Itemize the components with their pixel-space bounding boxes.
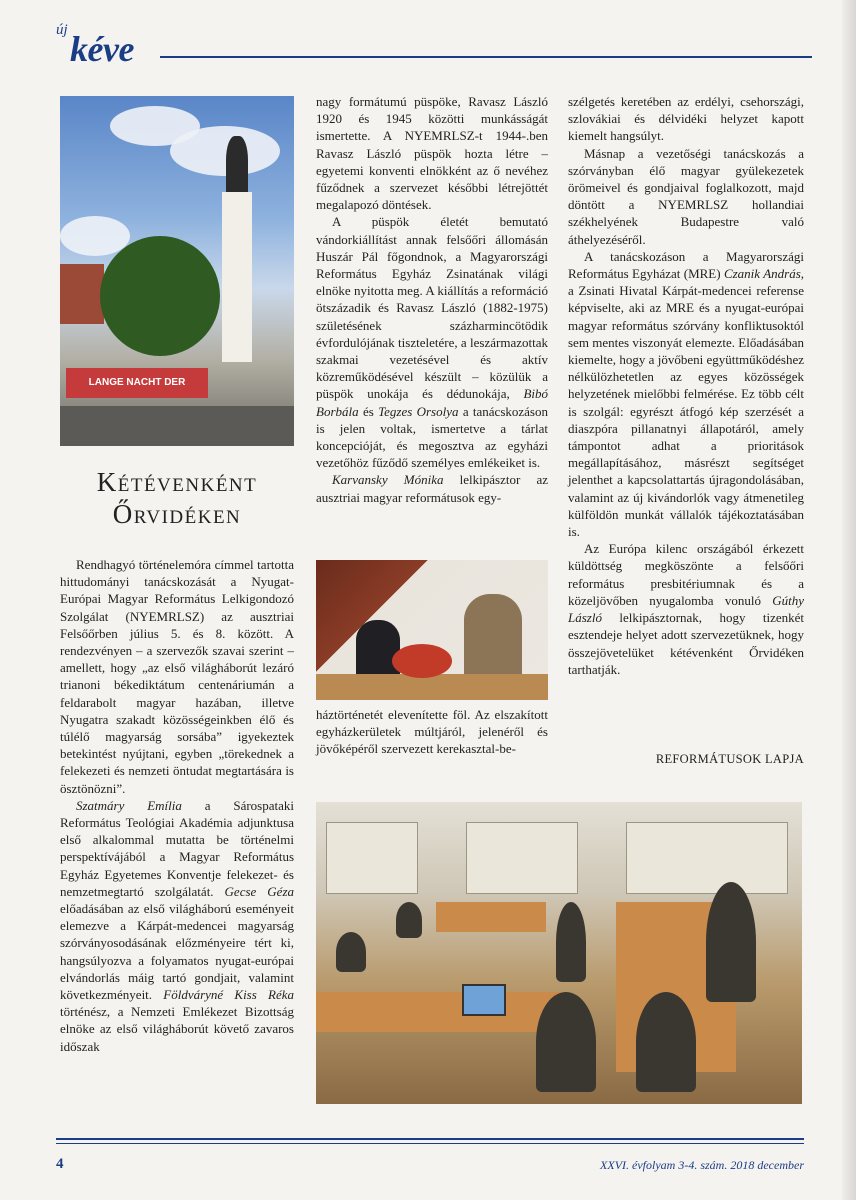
paragraph-text: a Sárospataki Református Teológiai Akadémia adjunktusa első alkalommal mutatta be történelmi perspektívájából a Magyar Református Egyház Egyetemes Konventje felekezet- és nemzetmegtartó szolgálatát. bbox=[60, 797, 295, 899]
page-number: 4 bbox=[56, 1156, 64, 1172]
person-name: Gecse Géza bbox=[224, 883, 295, 899]
issue-info: XXVI. évfolyam 3-4. szám. 2018 december bbox=[600, 1158, 804, 1172]
paragraph: Másnap a vezetőségi tanácskozás a szórványban élő magyar gyülekezetek örömeivel és gondjaival foglalkozott, majd döntött a NYEMRLSZ hollandiai székhelyének Budapestre való áthelyezéséről. bbox=[568, 145, 804, 247]
footer-rule bbox=[56, 1138, 804, 1140]
logo-small: új bbox=[56, 22, 68, 38]
source-credit: REFORMÁTUSOK LAPJA bbox=[655, 752, 804, 766]
paragraph bbox=[568, 248, 804, 540]
person-name: Szatmáry Emília bbox=[76, 797, 182, 813]
person-name: Földváryné Kiss Réka bbox=[163, 987, 294, 1003]
church-banner: LANGE NACHT DER bbox=[66, 368, 208, 398]
paragraph: Rendhagyó történelemóra címmel tartotta hittudományi tanácskozását a Nyugat-Európai Magyar Református Lelkigondozó Szolgálat (NYEMRLSZ) az ausztriai Felsőőrben július 5. és 8. között. A rendezvényen – a szervezők szavai szerint – amellett, hogy „az első világháborút lezáró trianoni békediktátum centenáriumán a feldarabolt magyar hazában, illetve Nyugatra szakadt közösségeinkben élő és túlélő magyarság sorsába” igyekeztek betekintést nyújtani, egyben „törekednek a felekezeti és nemzeti öntudat megtartására is ösztönözni”. bbox=[60, 557, 294, 796]
footer-rule bbox=[56, 1143, 804, 1144]
paragraph-text: A tanácskozáson a Magyarországi Református Egyházat (MRE) bbox=[568, 248, 804, 282]
page-edge bbox=[842, 0, 856, 1200]
person-name: Karvansky Mónika bbox=[332, 472, 444, 488]
person-name: Tegzes Orsolya bbox=[378, 403, 459, 419]
paragraph-text: , a Zsinati Hivatal Kárpát-medencei referense képviselte, aki az MRE és a nyugat-európai magyar református szórvány konfliktusoktól sem mentes viszonyát elemezte. Előadásában kiemelte, hogy a jövőbeni együttműködéshez nélkülözhetetlen az egyes közösségek helyzetének mielőbbi felmérése. Ez több célt is szolgál: egyrészt átfogó kép szerzését a diaszpóra pillanatnyi állapotáról, amely támpontot adhat a prioritások megállapításához, másrészt segítséget jelenthet a kapcsolattartás újragondolásában, valamint az új kivándorlók vagy átmenetileg külföldön munkát vállalók tájékoztatásában is. bbox=[568, 266, 805, 540]
paragraph bbox=[568, 540, 804, 678]
paragraph: szélgetés keretében az erdélyi, csehországi, szlovákiai és délvidéki helyzet kapott kiemelt hangsúlyt. bbox=[568, 94, 804, 144]
paragraph-text: lelkipásztor az ausztriai magyar reformátusok egy- bbox=[316, 472, 549, 505]
title-line-2: Őrvidéken bbox=[112, 499, 242, 529]
text-column-2-bottom bbox=[316, 706, 548, 758]
logo-main: kéve bbox=[70, 29, 134, 69]
text-column-2-top bbox=[316, 93, 548, 506]
header-rule bbox=[160, 56, 812, 58]
paragraph-text: történész, a Nemzeti Emlékezet Bizottság elnöke az első világháborút követő zavaros időszak bbox=[60, 1004, 294, 1054]
paragraph-text: lelkipásztornak, hogy tizenkét esztendeje helyet adott szervezetüknek, hogy összejövetelüket kétévenként Őrvidéken tarthatják. bbox=[568, 610, 804, 677]
paragraph-text: A püspök életét bemutató vándorkiállítást annak felsőőri állomásán Huszár Pál főgondnok, a Magyarországi Református Egyház Zsinatának világi elnöke nyitotta meg. A kiállítás a reformáció ötszázadik és Ravasz László (1882-1975) születésének százharmincötödik évfordulójának tiszteletére, a leszármazottak szakmai vezetésével és aktív közreműködésével készült – közülük a püspök unokája és dédunokája, bbox=[316, 214, 548, 402]
text-column-1 bbox=[60, 556, 294, 1055]
meeting-photo bbox=[316, 802, 802, 1104]
title-line-1: Kétévenként bbox=[96, 467, 258, 497]
paragraph: háztörténetét elevenítette föl. Az elszakított egyházkerületek múltjáról, jelenéről és jövőképéről szervezett kerekasztal-be- bbox=[316, 707, 548, 757]
paragraph bbox=[316, 471, 548, 505]
masthead bbox=[56, 18, 816, 68]
speaker-photo bbox=[316, 560, 548, 700]
paragraph bbox=[316, 213, 548, 471]
paragraph-text: Az Európa kilenc országából érkezett küldöttség megköszönte a felsőőri református presbitériumnak és a közeljövőben nyugalomba vonuló bbox=[568, 541, 804, 608]
person-name: Czanik András bbox=[723, 266, 801, 282]
text-column-3 bbox=[568, 93, 804, 678]
article-title bbox=[60, 466, 294, 530]
paragraph bbox=[60, 797, 294, 1055]
paragraph-text: előadásában az első világháború eseményeit elemezve a Kárpát-medencei magyarság szórványosodásának előzményeire tért ki, hangsúlyozva a folyamatos nyugat-európai elvándorlás máig tartó gondjait, valamint következményeit. bbox=[60, 901, 294, 1003]
person-name: Gúthy László bbox=[568, 592, 804, 626]
paragraph: nagy formátumú püspöke, Ravasz László 1920 és 1945 közötti munkásságát ismertette. A NYEMRLSZ-t 1944-.ben Ravasz László püspök hozta létre – egyetemi konventi elnökként az ő nevéhez fűződnek a szervezet későbbi létrejöttét megalapozó döntések. bbox=[316, 94, 548, 213]
paragraph-text: és bbox=[358, 403, 379, 419]
church-photo bbox=[60, 96, 294, 446]
paragraph-text: a tanácskozáson is jelen voltak, ismertetve a tárlat koncepcióját, és megosztva az egyházi vezetőhöz fűződő személyes emlékeiket is. bbox=[316, 403, 548, 471]
person-name: Bibó Borbála bbox=[316, 386, 548, 419]
